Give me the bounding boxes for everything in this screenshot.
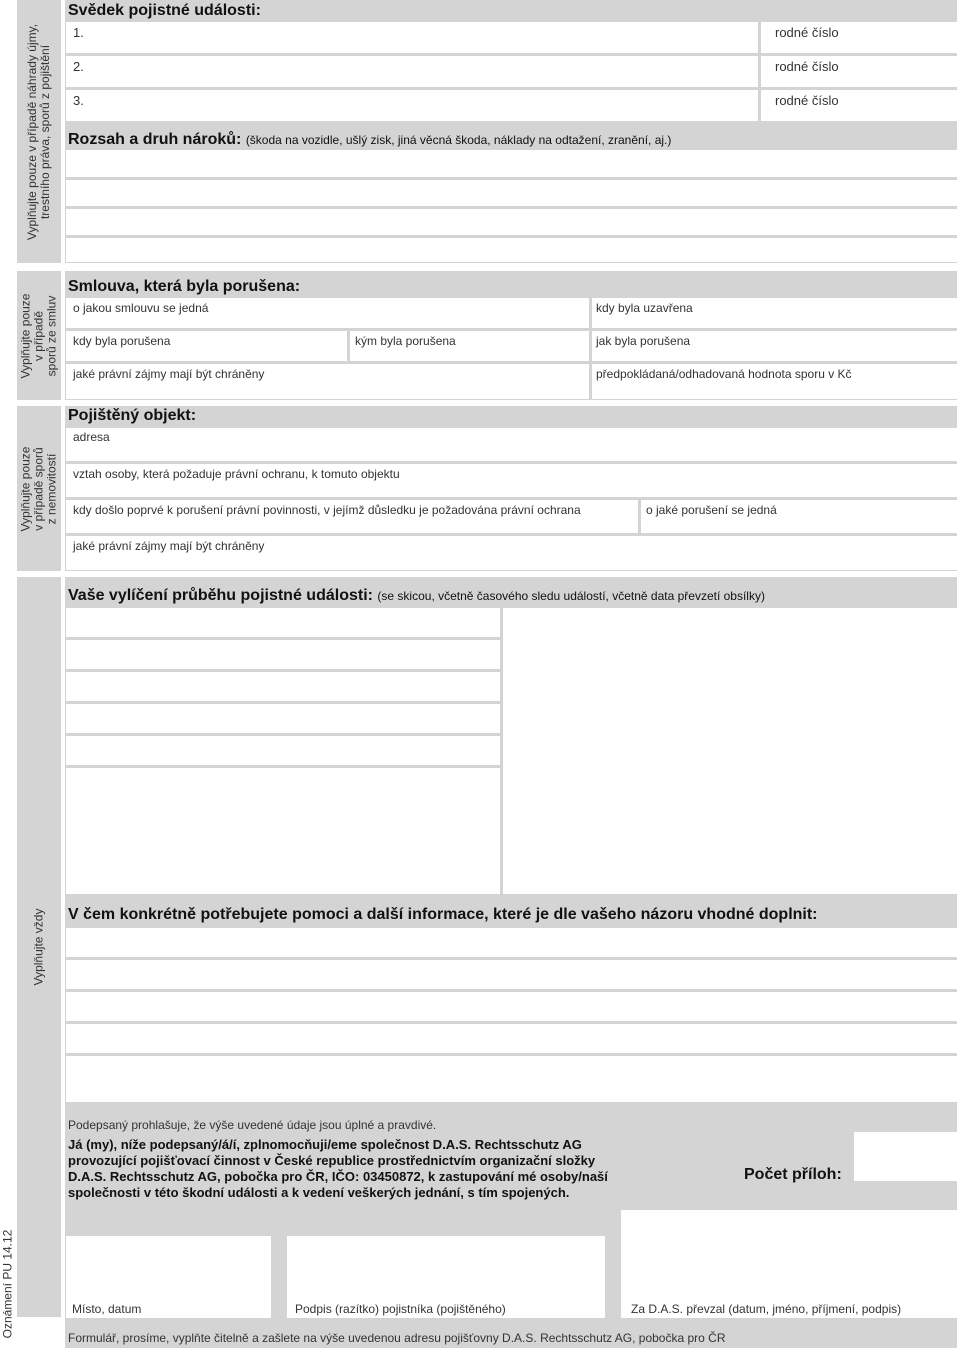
attachments-count-field[interactable]: [854, 1132, 957, 1181]
description-area-lower[interactable]: [66, 768, 500, 894]
help-line-1[interactable]: [66, 928, 957, 957]
field-label: jak byla porušena: [596, 334, 691, 348]
side-label-property: [17, 406, 61, 571]
witness-2-name-field[interactable]: [66, 56, 758, 87]
footer-note: Formulář, prosíme, vyplňte čitelně a zašlete na výše uvedenou adresu pojišťovny D.A.S. Rechtsschutz AG, pobočka pro ČR: [68, 1331, 726, 1345]
description-title-text: Vaše vylíčení průběhu pojistné události:: [68, 587, 373, 604]
contract-title: Smlouva, která byla porušena:: [68, 278, 301, 295]
side-label-text: Vyplňujte pouze v případě náhrady újmy, trestního práva, sporů z pojištění: [25, 23, 52, 240]
object-relation-field[interactable]: [66, 464, 957, 497]
description-line-1[interactable]: [66, 608, 500, 637]
object-panel: [65, 406, 957, 571]
declaration-statement: Podepsaný prohlašuje, že výše uvedené údaje jsou úplné a pravdivé.: [68, 1118, 437, 1132]
contract-panel: [65, 271, 957, 400]
witness-id-label: rodné číslo: [775, 25, 839, 40]
description-line-4[interactable]: [66, 704, 500, 733]
side-label-text: Vyplňujte pouze v případě sporů ze smluv: [18, 293, 59, 378]
witness-1-name-field[interactable]: [66, 22, 758, 53]
witness-2-id-field[interactable]: [761, 56, 957, 87]
form-code: [0, 1220, 16, 1348]
description-title: [68, 587, 765, 605]
contract-which-field[interactable]: [66, 298, 589, 328]
claims-title-text: Rozsah a druh nároků:: [68, 131, 242, 148]
witness-number: 3.: [73, 93, 84, 108]
object-title: Pojištěný objekt:: [68, 407, 197, 424]
side-label-damages: [17, 0, 61, 263]
help-line-2[interactable]: [66, 960, 957, 989]
field-label: Podpis (razítko) pojistníka (pojištěného): [295, 1302, 506, 1316]
description-line-2[interactable]: [66, 640, 500, 669]
place-date-field[interactable]: [66, 1236, 271, 1318]
side-label-contracts: [17, 271, 61, 400]
object-breach-type-field[interactable]: [641, 500, 957, 533]
field-label: předpokládaná/odhadovaná hodnota sporu v Kč: [596, 367, 852, 381]
general-panel: [65, 577, 957, 1348]
side-label-text: Vyplňujte vždy: [31, 908, 46, 986]
field-label: Za D.A.S. převzal (datum, jméno, příjmení, podpis): [631, 1302, 902, 1316]
witness-id-label: rodné číslo: [775, 93, 839, 108]
side-label-text: Vyplňujte pouze v případě sporů z nemovitostí: [18, 446, 59, 531]
declaration-authorization: Já (my), níže podepsaný/á/í, zplnomocňuji/eme společnost D.A.S. Rechtsschutz AG provozující pojišťovací činnost v České republice prostřednictvím organizační složky D.A.S. Rechtsschutz AG, pobočka pro ČR, IČO: 03450872, k zastupování mé osoby/naší společnosti v této škodní události a k vedení veškerých jednání, s tím spojených.: [68, 1137, 608, 1200]
contract-by-whom-field[interactable]: [350, 331, 589, 361]
witness-number: 2.: [73, 59, 84, 74]
witness-id-label: rodné číslo: [775, 59, 839, 74]
field-label: kdy došlo poprvé k porušení právní povinnosti, v jejímž důsledku je požadována právní ochrana: [73, 503, 581, 517]
field-label: kdy byla uzavřena: [596, 301, 693, 315]
description-line-3[interactable]: [66, 672, 500, 701]
witness-1-id-field[interactable]: [761, 22, 957, 53]
claims-line-2[interactable]: [66, 180, 957, 206]
witness-claims-panel: [65, 0, 957, 263]
object-first-breach-field[interactable]: [66, 500, 638, 533]
claims-line-4[interactable]: [66, 238, 957, 262]
help-title: V čem konkrétně potřebujete pomoci a další informace, které je dle vašeho názoru vhodné doplnit:: [68, 906, 818, 923]
field-label: Místo, datum: [72, 1302, 142, 1316]
help-line-3[interactable]: [66, 992, 957, 1021]
contract-concluded-field[interactable]: [592, 298, 957, 328]
signature-field[interactable]: [287, 1236, 605, 1318]
witness-3-id-field[interactable]: [761, 90, 957, 121]
description-line-5[interactable]: [66, 736, 500, 765]
object-address-field[interactable]: [66, 428, 957, 461]
contract-how-breached-field[interactable]: [592, 331, 957, 361]
field-label: kým byla porušena: [355, 334, 456, 348]
help-line-5[interactable]: [66, 1056, 957, 1102]
form-code-text: Oznámení PU 14.12: [0, 1229, 15, 1339]
field-label: adresa: [73, 430, 110, 444]
contract-interests-field[interactable]: [66, 364, 589, 399]
contract-when-breached-field[interactable]: [66, 331, 347, 361]
object-interests-field[interactable]: [66, 536, 957, 570]
sketch-area[interactable]: [503, 608, 957, 894]
side-label-always: [17, 577, 61, 1317]
attachments-label: Počet příloh:: [744, 1166, 842, 1183]
claims-subtitle: (škoda na vozidle, ušlý zisk, jiná věcná škoda, náklady na odtažení, zranění, aj.): [245, 133, 672, 147]
das-received-field[interactable]: [621, 1210, 957, 1318]
field-label: jaké právní zájmy mají být chráněny: [73, 367, 265, 381]
help-line-4[interactable]: [66, 1024, 957, 1053]
claims-line-3[interactable]: [66, 209, 957, 235]
field-label: jaké právní zájmy mají být chráněny: [73, 539, 265, 553]
field-label: kdy byla porušena: [73, 334, 171, 348]
contract-value-field[interactable]: [592, 364, 957, 399]
field-label: o jaké porušení se jedná: [646, 503, 777, 517]
witness-number: 1.: [73, 25, 84, 40]
description-subtitle: (se skicou, včetně časového sledu událostí, včetně data převzetí obsílky): [377, 589, 765, 603]
claims-line-1[interactable]: [66, 150, 957, 177]
witness-3-name-field[interactable]: [66, 90, 758, 121]
field-label: o jakou smlouvu se jedná: [73, 301, 209, 315]
witness-title: Svědek pojistné události:: [68, 2, 261, 19]
claims-title: [68, 131, 671, 149]
field-label: vztah osoby, která požaduje právní ochranu, k tomuto objektu: [73, 467, 400, 481]
